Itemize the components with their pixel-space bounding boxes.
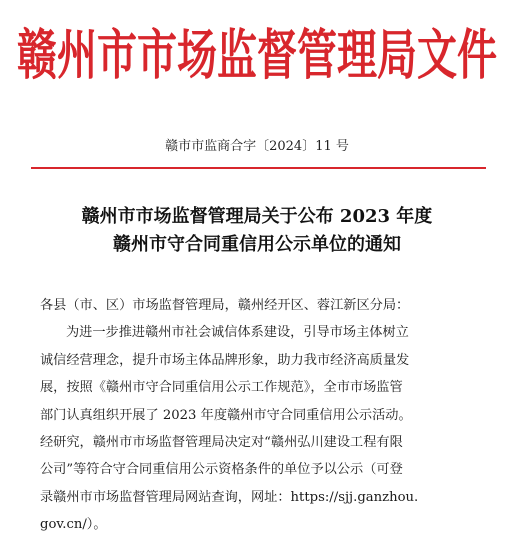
notice-body (40, 292, 482, 539)
body-line: 展，按照《赣州市守合同重信用公示工作规范》，全市市场监管 (40, 380, 403, 396)
body-line: 录赣州市市场监督管理局网站查询，网址：https://sjj.ganzhou. (40, 489, 419, 505)
body-line: 诚信经营理念，提升市场主体品牌形象，助力我市经济高质量发 (40, 352, 410, 368)
body-line: 公司”等符合守合同重信用公示资格条件的单位予以公示（可登 (40, 462, 403, 478)
notice-title-line-1: 赣州市市场监督管理局关于公布 2023 年度 (81, 206, 433, 227)
body-line: gov.cn/）。 (40, 517, 107, 533)
notice-title-line-2: 赣州市守合同重信用公示单位的通知 (113, 234, 401, 255)
body-line: 经研究，赣州市市场监督管理局决定对“赣州弘川建设工程有限 (40, 435, 403, 451)
masthead-title: 赣州市市场监督管理局文件 (17, 23, 497, 87)
red-divider-line (31, 167, 486, 169)
salutation: 各县（市、区）市场监督管理局，赣州经开区、蓉江新区分局： (40, 298, 410, 313)
document-number: 赣市市监商合字〔2024〕11 号 (165, 139, 349, 154)
body-line: 为进一步推进赣州市社会诚信体系建设，引导市场主体树立 (66, 325, 409, 341)
notice-title (0, 203, 514, 259)
body-line: 部门认真组织开展了 2023 年度赣州市守合同重信用公示活动。 (40, 407, 412, 423)
